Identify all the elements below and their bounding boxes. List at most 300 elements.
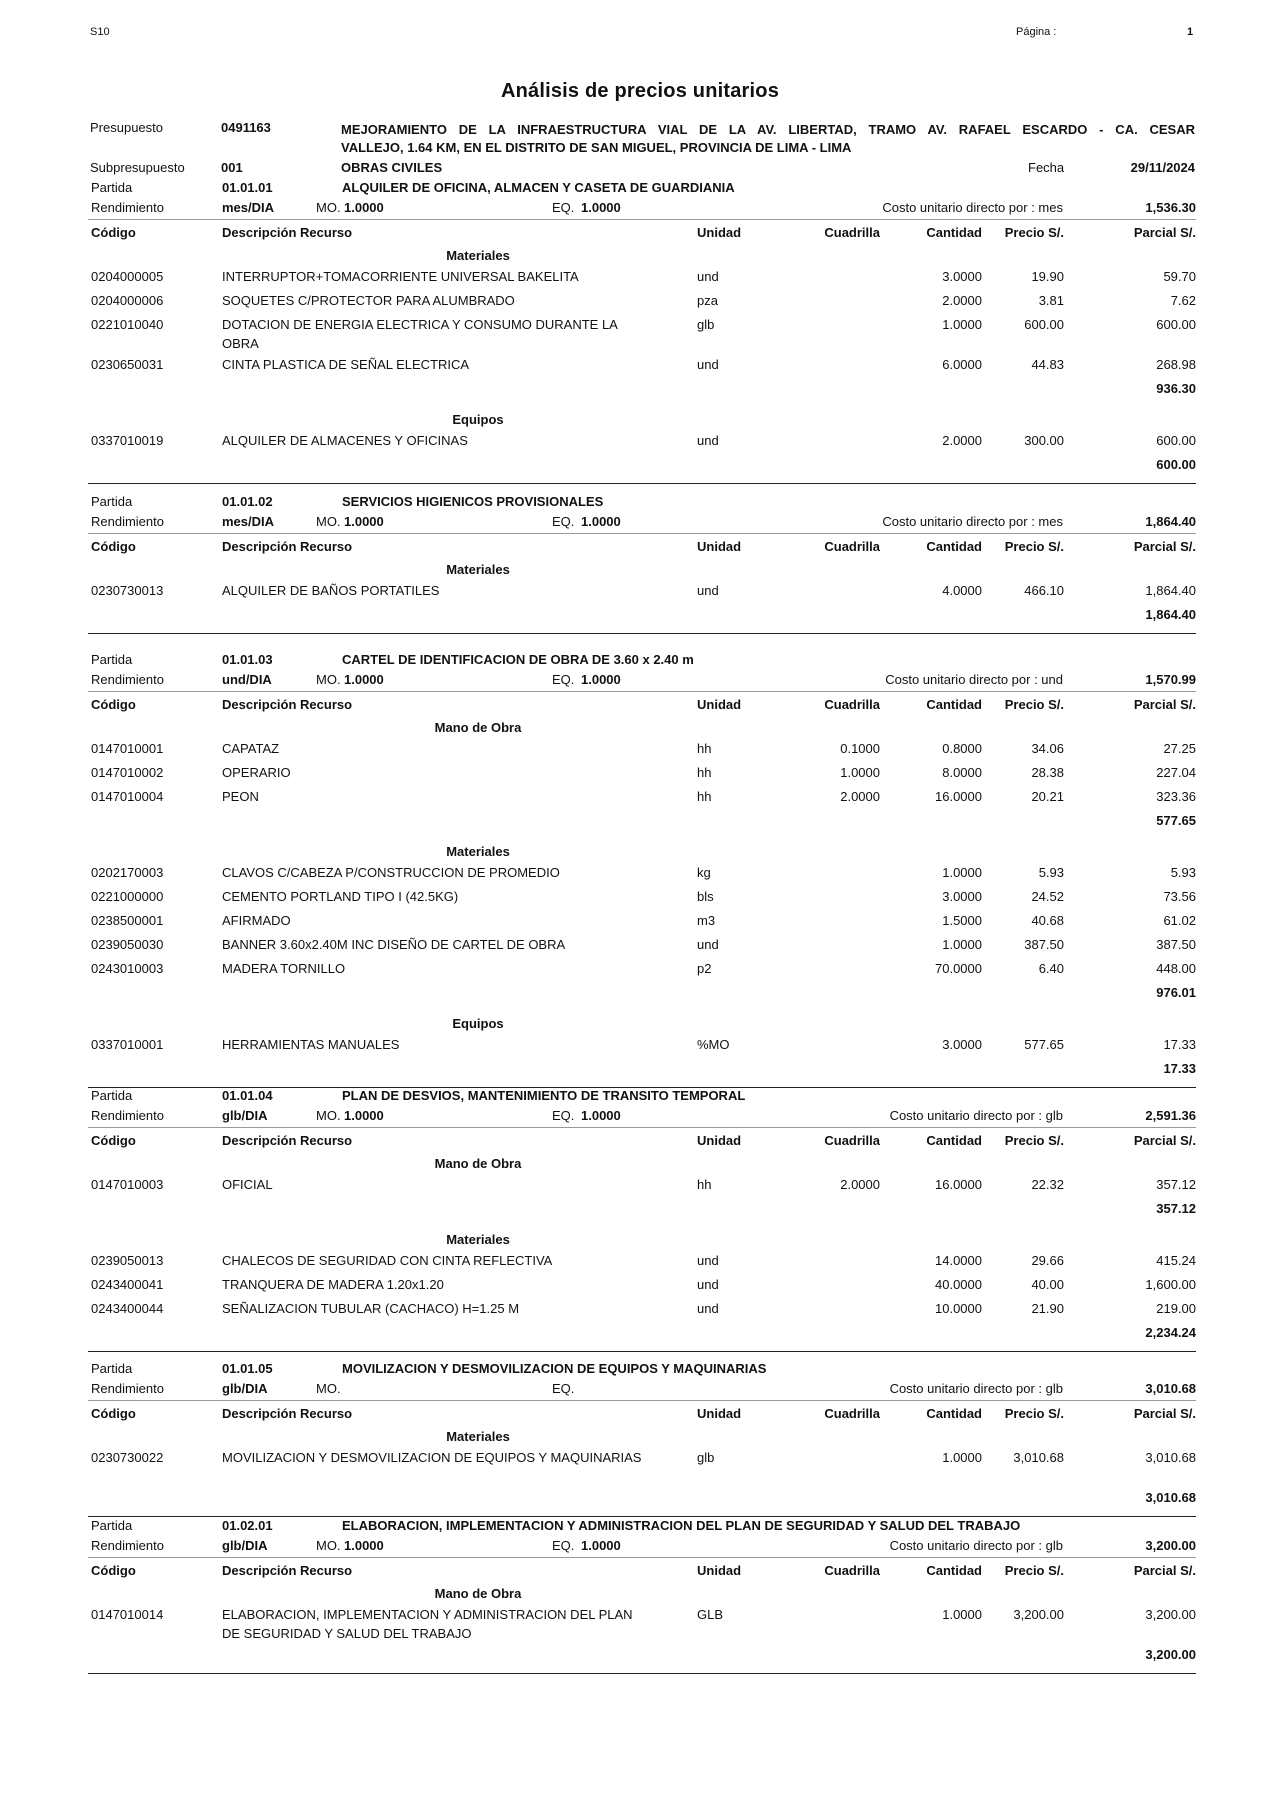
mo-value: 1.0000 [344,200,384,215]
group-heading: Equipos [452,1016,504,1031]
rendimiento-row [88,1106,1196,1126]
page-title: Análisis de precios unitarios [500,80,780,102]
resource-description: ALQUILER DE ALMACENES Y OFICINAS [222,433,468,448]
partida-code: 01.01.03 [222,652,273,667]
partida-divider [88,1673,1196,1674]
group-subtotal: 1,864.40 [1145,607,1196,622]
costo-unitario-value: 3,200.00 [1145,1538,1196,1553]
group-heading: Materiales [446,248,510,263]
resource-precio: 300.00 [1024,433,1064,448]
col-cuadrilla: Cuadrilla [824,225,880,240]
col-descripcion: Descripción Recurso [222,225,353,240]
col-cantidad: Cantidad [926,1406,982,1421]
resource-description: CINTA PLASTICA DE SEÑAL ELECTRICA [222,357,470,372]
resource-code: 0147010002 [91,765,164,780]
eq-label: EQ. [552,672,575,687]
resource-precio: 24.52 [1031,889,1064,904]
costo-unitario-value: 1,864.40 [1145,514,1196,529]
eq-label: EQ. [552,200,575,215]
eq-label: EQ. [552,514,575,529]
column-header-row [88,695,1196,715]
resource-unit: bls [697,889,714,904]
resource-precio: 466.10 [1024,583,1064,598]
resource-row [88,291,1196,315]
resource-unit: %MO [697,1037,730,1052]
col-cuadrilla: Cuadrilla [824,539,880,554]
partida-label: Partida [91,652,133,667]
rendimiento-row [88,1536,1196,1556]
col-parcial: Parcial S/. [1133,1133,1196,1148]
resource-description: PEON [222,789,259,804]
partida-code: 01.01.04 [222,1088,273,1103]
resource-parcial: 600.00 [1156,317,1196,332]
rendimiento-label: Rendimiento [91,1538,164,1553]
resource-parcial: 219.00 [1156,1301,1196,1316]
col-descripcion: Descripción Recurso [222,1406,353,1421]
group-subtotal: 936.30 [1156,381,1196,396]
resource-description: INTERRUPTOR+TOMACORRIENTE UNIVERSAL BAKELITA [222,269,579,284]
column-header-row [88,1404,1196,1424]
resource-code: 0243010003 [91,961,164,976]
rendimiento-row [88,198,1196,218]
group-subtotal: 577.65 [1156,813,1196,828]
col-descripcion: Descripción Recurso [222,1563,353,1578]
partida-label: Partida [91,494,133,509]
mo-value: 1.0000 [344,1538,384,1553]
subpresupuesto-code: 001 [221,160,243,175]
col-descripcion: Descripción Recurso [222,1133,353,1148]
partida-row [88,1086,1196,1106]
mo-label: MO. [316,1538,341,1553]
resource-description: CHALECOS DE SEGURIDAD CON CINTA REFLECTIVA [222,1253,553,1268]
col-codigo: Código [91,539,136,554]
resource-unit: pza [697,293,718,308]
resource-parcial: 323.36 [1156,789,1196,804]
col-unidad: Unidad [697,1133,742,1148]
resource-unit: und [697,1253,719,1268]
resource-unit: kg [697,865,711,880]
mo-label: MO. [316,672,341,687]
resource-cantidad: 10.0000 [935,1301,982,1316]
resource-description: OPERARIO [222,765,291,780]
resource-precio: 19.90 [1031,269,1064,284]
resource-row [88,935,1196,959]
costo-unitario-label: Costo unitario directo por : glb [889,1108,1063,1123]
rendimiento-row [88,1379,1196,1399]
resource-parcial: 1,600.00 [1145,1277,1196,1292]
resource-precio: 29.66 [1031,1253,1064,1268]
resource-parcial: 5.93 [1170,865,1196,880]
resource-unit: und [697,357,719,372]
resource-description: ALQUILER DE BAÑOS PORTATILES [222,583,440,598]
subpresupuesto-label: Subpresupuesto [90,160,185,175]
resource-cantidad: 0.8000 [942,741,982,756]
resource-cantidad: 1.0000 [942,1450,982,1465]
fecha-label: Fecha [1028,160,1065,175]
rendimiento-divider [88,1557,1196,1558]
mo-value: 1.0000 [344,514,384,529]
subpresupuesto-description: OBRAS CIVILES [341,160,443,175]
resource-unit: hh [697,765,712,780]
partida-description: MOVILIZACION Y DESMOVILIZACION DE EQUIPOS Y MAQUINARIAS [342,1361,767,1376]
resource-parcial: 61.02 [1163,913,1196,928]
col-cantidad: Cantidad [926,539,982,554]
rendimiento-unit: glb/DIA [222,1538,268,1553]
col-unidad: Unidad [697,225,742,240]
resource-cantidad: 6.0000 [942,357,982,372]
costo-unitario-value: 1,570.99 [1145,672,1196,687]
resource-cuadrilla: 2.0000 [840,789,880,804]
rendimiento-unit: und/DIA [222,672,272,687]
resource-precio: 600.00 [1024,317,1064,332]
resource-code: 0147010014 [91,1607,164,1622]
col-parcial: Parcial S/. [1133,697,1196,712]
resource-cantidad: 2.0000 [942,433,982,448]
resource-unit: glb [697,317,715,332]
resource-precio: 34.06 [1031,741,1064,756]
partida-row [88,1359,1196,1379]
resource-cantidad: 2.0000 [942,293,982,308]
resource-parcial: 387.50 [1156,937,1196,952]
resource-parcial: 357.12 [1156,1177,1196,1192]
group-subtotal: 976.01 [1156,985,1196,1000]
resource-parcial: 73.56 [1163,889,1196,904]
eq-value: 1.0000 [581,1538,621,1553]
resource-row [88,1299,1196,1323]
group-heading: Mano de Obra [434,720,522,735]
resource-cantidad: 70.0000 [935,961,982,976]
rendimiento-label: Rendimiento [91,1381,164,1396]
resource-row [88,887,1196,911]
eq-value: 1.0000 [581,672,621,687]
resource-description: HERRAMIENTAS MANUALES [222,1037,400,1052]
col-cantidad: Cantidad [926,1563,982,1578]
col-cuadrilla: Cuadrilla [824,697,880,712]
partida-code: 01.01.02 [222,494,273,509]
resource-row [88,1175,1196,1199]
resource-row [88,267,1196,291]
resource-description: BANNER 3.60x2.40M INC DISEÑO DE CARTEL DE OBRA [222,937,566,952]
col-codigo: Código [91,1406,136,1421]
column-header-row [88,1131,1196,1151]
resource-precio: 40.00 [1031,1277,1064,1292]
resource-code: 0221000000 [91,889,164,904]
resource-parcial: 7.62 [1170,293,1196,308]
col-unidad: Unidad [697,539,742,554]
resource-cantidad: 3.0000 [942,889,982,904]
rendimiento-label: Rendimiento [91,514,164,529]
resource-code: 0238500001 [91,913,164,928]
resource-precio: 40.68 [1031,913,1064,928]
resource-cantidad: 1.0000 [942,865,982,880]
resource-code: 0230730022 [91,1450,164,1465]
resource-unit: und [697,1277,719,1292]
costo-unitario-label: Costo unitario directo por : glb [889,1381,1063,1396]
resource-unit: hh [697,741,712,756]
rendimiento-divider [88,1400,1196,1401]
col-cuadrilla: Cuadrilla [824,1406,880,1421]
col-unidad: Unidad [697,697,742,712]
resource-cuadrilla: 1.0000 [840,765,880,780]
resource-code: 0230730013 [91,583,164,598]
resource-unit: hh [697,789,712,804]
rendimiento-divider [88,1127,1196,1128]
col-codigo: Código [91,697,136,712]
col-parcial: Parcial S/. [1133,1563,1196,1578]
mo-label: MO. [316,1108,341,1123]
partida-row [88,1516,1196,1536]
resource-row [88,911,1196,935]
col-precio: Precio S/. [1004,539,1064,554]
col-cuadrilla: Cuadrilla [824,1563,880,1578]
resource-description: DOTACION DE ENERGIA ELECTRICA Y CONSUMO DURANTE LA OBRA [222,317,618,351]
resource-precio: 3,010.68 [1013,1450,1064,1465]
partida-description: PLAN DE DESVIOS, MANTENIMIENTO DE TRANSITO TEMPORAL [342,1088,746,1103]
resource-cantidad: 1.0000 [942,937,982,952]
group-heading: Materiales [446,844,510,859]
resource-row [88,355,1196,379]
resource-description: MOVILIZACION Y DESMOVILIZACION DE EQUIPOS Y MAQUINARIAS [222,1450,642,1465]
resource-code: 0337010019 [91,433,164,448]
resource-code: 0230650031 [91,357,164,372]
partida-code: 01.01.01 [222,180,273,195]
costo-unitario-label: Costo unitario directo por : mes [882,200,1063,215]
resource-code: 0147010004 [91,789,164,804]
col-cantidad: Cantidad [926,1133,982,1148]
partida-row [88,650,1196,670]
eq-value: 1.0000 [581,1108,621,1123]
resource-parcial: 268.98 [1156,357,1196,372]
partida-description: ELABORACION, IMPLEMENTACION Y ADMINISTRACION DEL PLAN DE SEGURIDAD Y SALUD DEL TRABAJO [342,1518,1021,1533]
col-precio: Precio S/. [1004,1133,1064,1148]
rendimiento-divider [88,533,1196,534]
resource-description: CLAVOS C/CABEZA P/CONSTRUCCION DE PROMEDIO [222,865,560,880]
presupuesto-label: Presupuesto [90,120,163,135]
rendimiento-unit: mes/DIA [222,514,275,529]
resource-unit: hh [697,1177,712,1192]
resource-parcial: 600.00 [1156,433,1196,448]
group-subtotal: 3,010.68 [1145,1490,1196,1505]
rendimiento-label: Rendimiento [91,672,164,687]
resource-code: 0202170003 [91,865,164,880]
resource-unit: GLB [697,1607,724,1622]
mo-label: MO. [316,1381,341,1396]
partida-description: CARTEL DE IDENTIFICACION DE OBRA DE 3.60 x 2.40 m [342,652,694,667]
resource-unit: und [697,1301,719,1316]
resource-precio: 5.93 [1038,865,1064,880]
resource-unit: und [697,937,719,952]
resource-description: TRANQUERA DE MADERA 1.20x1.20 [222,1277,444,1292]
resource-parcial: 227.04 [1156,765,1196,780]
resource-code: 0204000006 [91,293,164,308]
partida-code: 01.02.01 [222,1518,273,1533]
resource-precio: 577.65 [1024,1037,1064,1052]
rendimiento-divider [88,219,1196,220]
resource-row [88,863,1196,887]
eq-label: EQ. [552,1108,575,1123]
column-header-row [88,223,1196,243]
resource-row [88,763,1196,787]
group-heading: Mano de Obra [434,1156,522,1171]
resource-cantidad: 40.0000 [935,1277,982,1292]
group-subtotal: 17.33 [1163,1061,1196,1076]
mo-value: 1.0000 [344,672,384,687]
resource-row [88,787,1196,811]
partida-divider [88,483,1196,484]
resource-row [88,1448,1196,1488]
col-codigo: Código [91,225,136,240]
resource-row [88,1251,1196,1275]
col-parcial: Parcial S/. [1133,225,1196,240]
resource-description: CEMENTO PORTLAND TIPO I (42.5KG) [222,889,459,904]
resource-unit: p2 [697,961,712,976]
resource-unit: glb [697,1450,715,1465]
resource-cantidad: 14.0000 [935,1253,982,1268]
resource-unit: und [697,269,719,284]
resource-cantidad: 16.0000 [935,1177,982,1192]
resource-row [88,739,1196,763]
partida-divider [88,633,1196,634]
presupuesto-description-line2: VALLEJO, 1.64 KM, EN EL DISTRITO DE SAN MIGUEL, PROVINCIA DE LIMA - LIMA [341,140,852,155]
group-subtotal: 2,234.24 [1145,1325,1196,1340]
col-parcial: Parcial S/. [1133,1406,1196,1421]
resource-parcial: 448.00 [1156,961,1196,976]
resource-description: AFIRMADO [222,913,291,928]
group-heading: Mano de Obra [434,1586,522,1601]
rendimiento-unit: glb/DIA [222,1108,268,1123]
resource-description: CAPATAZ [222,741,280,756]
costo-unitario-label: Costo unitario directo por : und [885,672,1063,687]
rendimiento-divider [88,691,1196,692]
resource-code: 0337010001 [91,1037,164,1052]
report-id: S10 [90,26,110,38]
resource-unit: und [697,433,719,448]
resource-cantidad: 1.5000 [942,913,982,928]
col-precio: Precio S/. [1004,1406,1064,1421]
resource-cantidad: 16.0000 [935,789,982,804]
resource-parcial: 59.70 [1163,269,1196,284]
costo-unitario-value: 2,591.36 [1145,1108,1196,1123]
group-heading: Materiales [446,1429,510,1444]
partida-row [88,178,1196,198]
col-cantidad: Cantidad [926,697,982,712]
resource-precio: 3.81 [1038,293,1064,308]
resource-unit: und [697,583,719,598]
resource-cantidad: 1.0000 [942,1607,982,1622]
resource-parcial: 3,200.00 [1145,1607,1196,1622]
rendimiento-label: Rendimiento [91,1108,164,1123]
resource-row [88,959,1196,983]
col-precio: Precio S/. [1004,1563,1064,1578]
resource-cantidad: 8.0000 [942,765,982,780]
col-cuadrilla: Cuadrilla [824,1133,880,1148]
group-heading: Materiales [446,1232,510,1247]
resource-code: 0239050030 [91,937,164,952]
resource-cantidad: 4.0000 [942,583,982,598]
col-descripcion: Descripción Recurso [222,539,353,554]
resource-precio: 387.50 [1024,937,1064,952]
eq-value: 1.0000 [581,200,621,215]
eq-value: 1.0000 [581,514,621,529]
resource-code: 0147010001 [91,741,164,756]
resource-cantidad: 3.0000 [942,1037,982,1052]
fecha-value: 29/11/2024 [1130,160,1195,175]
resource-unit: m3 [697,913,716,928]
col-descripcion: Descripción Recurso [222,697,353,712]
resource-description: SOQUETES C/PROTECTOR PARA ALUMBRADO [222,293,515,308]
eq-label: EQ. [552,1538,575,1553]
resource-row [88,581,1196,605]
resource-description: ELABORACION, IMPLEMENTACION Y ADMINISTRACION DEL PLAN DE SEGURIDAD Y SALUD DEL TRABAJO [222,1607,633,1641]
partida-label: Partida [91,180,133,195]
rendimiento-row [88,670,1196,690]
resource-parcial: 415.24 [1156,1253,1196,1268]
resource-row [88,1035,1196,1059]
eq-label: EQ. [552,1381,575,1396]
group-subtotal: 600.00 [1156,457,1196,472]
column-header-row [88,1561,1196,1581]
costo-unitario-label: Costo unitario directo por : glb [889,1538,1063,1553]
presupuesto-code: 0491163 [221,120,271,135]
col-codigo: Código [91,1133,136,1148]
resource-code: 0243400044 [91,1301,164,1316]
resource-code: 0204000005 [91,269,164,284]
resource-precio: 20.21 [1031,789,1064,804]
costo-unitario-value: 3,010.68 [1145,1381,1196,1396]
partida-label: Partida [91,1518,133,1533]
resource-cuadrilla: 2.0000 [840,1177,880,1192]
column-header-row [88,537,1196,557]
resource-row [88,1605,1196,1645]
col-unidad: Unidad [697,1563,742,1578]
resource-precio: 21.90 [1031,1301,1064,1316]
col-precio: Precio S/. [1004,225,1064,240]
col-cantidad: Cantidad [926,225,982,240]
group-subtotal: 357.12 [1156,1201,1196,1216]
resource-row [88,315,1196,355]
page-number: 1 [1187,26,1194,38]
resource-precio: 22.32 [1031,1177,1064,1192]
page-label: Página : [1016,26,1057,38]
resource-cantidad: 1.0000 [942,317,982,332]
rendimiento-row [88,512,1196,532]
partida-description: SERVICIOS HIGIENICOS PROVISIONALES [342,494,604,509]
rendimiento-unit: glb/DIA [222,1381,268,1396]
resource-precio: 3,200.00 [1013,1607,1064,1622]
resource-parcial: 3,010.68 [1145,1450,1196,1465]
mo-label: MO. [316,514,341,529]
resource-parcial: 27.25 [1163,741,1196,756]
costo-unitario-label: Costo unitario directo por : mes [882,514,1063,529]
resource-precio: 28.38 [1031,765,1064,780]
col-codigo: Código [91,1563,136,1578]
partida-code: 01.01.05 [222,1361,273,1376]
resource-code: 0243400041 [91,1277,164,1292]
col-precio: Precio S/. [1004,697,1064,712]
mo-value: 1.0000 [344,1108,384,1123]
resource-description: MADERA TORNILLO [222,961,346,976]
partida-description: ALQUILER DE OFICINA, ALMACEN Y CASETA DE GUARDIANIA [342,180,735,195]
resource-row [88,431,1196,455]
presupuesto-description: MEJORAMIENTO DE LA INFRAESTRUCTURA VIAL DE LA AV. LIBERTAD, TRAMO AV. RAFAEL ESCARDO - CA. CESAR [341,122,1195,137]
resource-cantidad: 3.0000 [942,269,982,284]
resource-parcial: 17.33 [1163,1037,1196,1052]
partida-row [88,492,1196,512]
resource-code: 0239050013 [91,1253,164,1268]
resource-description: SEÑALIZACION TUBULAR (CACHACO) H=1.25 M [222,1301,520,1316]
resource-code: 0147010003 [91,1177,164,1192]
col-unidad: Unidad [697,1406,742,1421]
